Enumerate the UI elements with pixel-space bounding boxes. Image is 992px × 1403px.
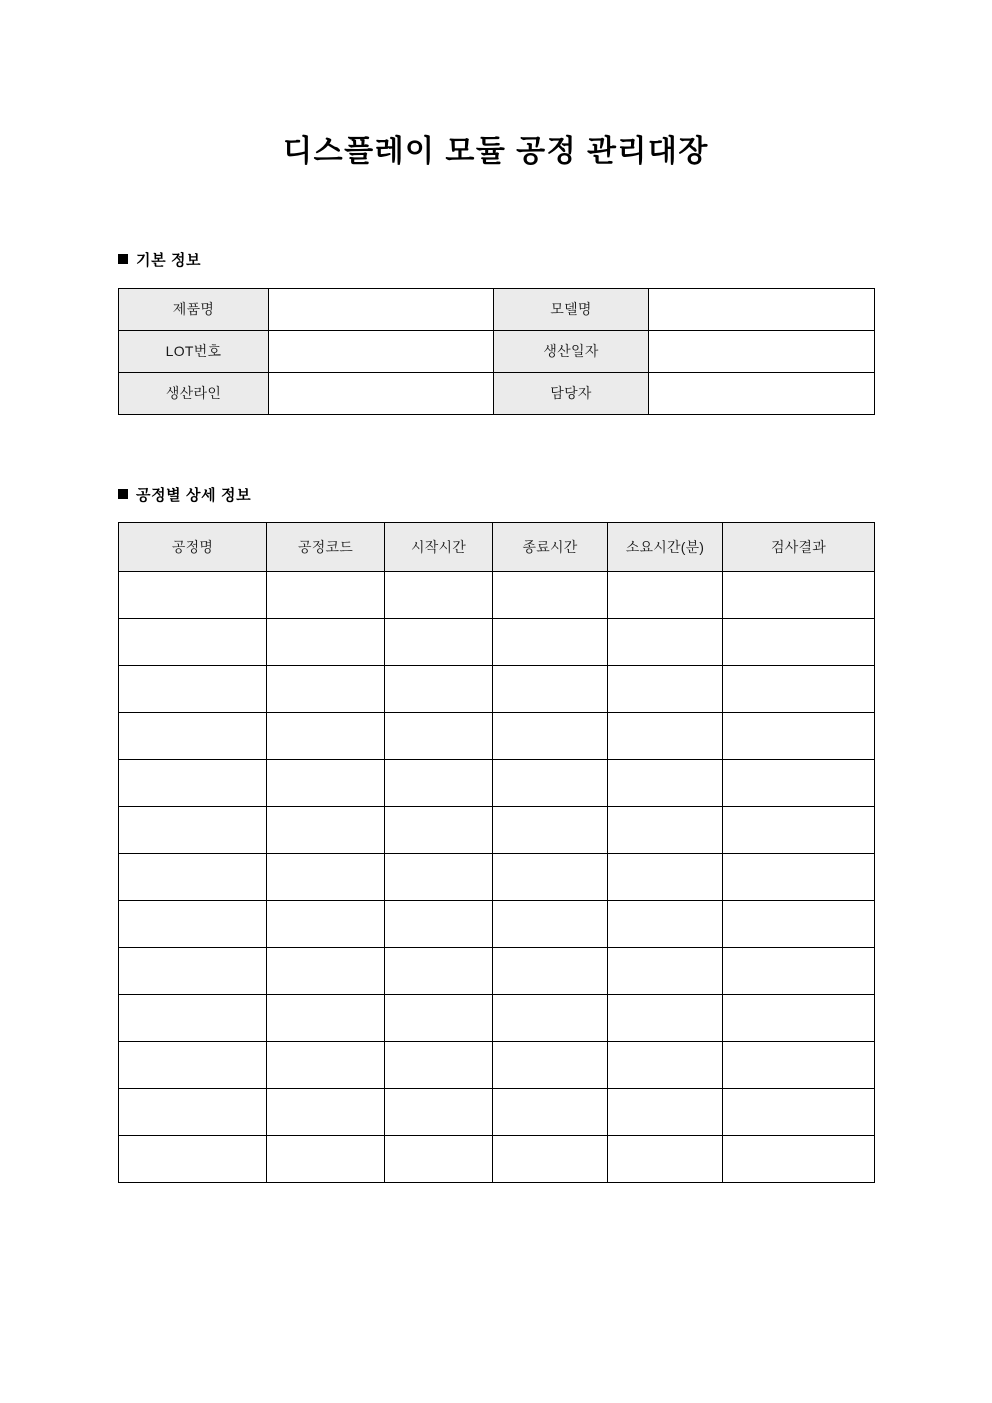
cell-inspection-result[interactable] xyxy=(723,619,875,666)
cell-start-time[interactable] xyxy=(385,1042,493,1089)
column-header-inspection-result: 검사결과 xyxy=(723,523,875,572)
cell-process-code[interactable] xyxy=(267,1089,385,1136)
value-production-line[interactable] xyxy=(269,373,494,415)
table-row xyxy=(119,995,875,1042)
cell-end-time[interactable] xyxy=(493,854,608,901)
section-heading-process-detail-label: 공정별 상세 정보 xyxy=(136,487,252,504)
cell-process-code[interactable] xyxy=(267,995,385,1042)
cell-end-time[interactable] xyxy=(493,619,608,666)
basic-info-table xyxy=(118,288,875,415)
table-row xyxy=(119,373,875,415)
label-person-in-charge: 담당자 xyxy=(494,373,649,415)
cell-start-time[interactable] xyxy=(385,713,493,760)
cell-process-code[interactable] xyxy=(267,1136,385,1183)
cell-inspection-result[interactable] xyxy=(723,1089,875,1136)
column-header-duration-minutes: 소요시간(분) xyxy=(608,523,723,572)
value-model-name[interactable] xyxy=(649,289,875,331)
cell-inspection-result[interactable] xyxy=(723,1042,875,1089)
cell-duration-minutes[interactable] xyxy=(608,807,723,854)
cell-duration-minutes[interactable] xyxy=(608,1042,723,1089)
label-lot-number: LOT번호 xyxy=(119,331,269,373)
page-title: 디스플레이 모듈 공정 관리대장 xyxy=(283,135,709,168)
label-production-date: 생산일자 xyxy=(494,331,649,373)
cell-inspection-result[interactable] xyxy=(723,713,875,760)
cell-duration-minutes[interactable] xyxy=(608,572,723,619)
cell-end-time[interactable] xyxy=(493,995,608,1042)
cell-inspection-result[interactable] xyxy=(723,807,875,854)
cell-process-name[interactable] xyxy=(119,572,267,619)
table-row xyxy=(119,901,875,948)
cell-start-time[interactable] xyxy=(385,1089,493,1136)
column-header-process-name: 공정명 xyxy=(119,523,267,572)
cell-process-code[interactable] xyxy=(267,572,385,619)
cell-inspection-result[interactable] xyxy=(723,760,875,807)
cell-end-time[interactable] xyxy=(493,1089,608,1136)
cell-process-name[interactable] xyxy=(119,1089,267,1136)
cell-duration-minutes[interactable] xyxy=(608,854,723,901)
cell-duration-minutes[interactable] xyxy=(608,666,723,713)
cell-process-name[interactable] xyxy=(119,1042,267,1089)
cell-process-name[interactable] xyxy=(119,901,267,948)
cell-start-time[interactable] xyxy=(385,572,493,619)
cell-duration-minutes[interactable] xyxy=(608,619,723,666)
table-row xyxy=(119,1042,875,1089)
cell-process-code[interactable] xyxy=(267,619,385,666)
table-row xyxy=(119,331,875,373)
cell-start-time[interactable] xyxy=(385,807,493,854)
table-row xyxy=(119,760,875,807)
cell-end-time[interactable] xyxy=(493,666,608,713)
process-detail-table-head xyxy=(119,523,875,572)
cell-inspection-result[interactable] xyxy=(723,572,875,619)
cell-inspection-result[interactable] xyxy=(723,948,875,995)
cell-end-time[interactable] xyxy=(493,807,608,854)
cell-inspection-result[interactable] xyxy=(723,995,875,1042)
cell-process-code[interactable] xyxy=(267,1042,385,1089)
cell-end-time[interactable] xyxy=(493,572,608,619)
cell-process-code[interactable] xyxy=(267,948,385,995)
square-bullet-icon xyxy=(118,254,128,264)
cell-start-time[interactable] xyxy=(385,854,493,901)
table-row xyxy=(119,1136,875,1183)
cell-inspection-result[interactable] xyxy=(723,854,875,901)
cell-start-time[interactable] xyxy=(385,995,493,1042)
cell-process-name[interactable] xyxy=(119,619,267,666)
table-row xyxy=(119,572,875,619)
cell-process-name[interactable] xyxy=(119,854,267,901)
cell-duration-minutes[interactable] xyxy=(608,901,723,948)
column-header-end-time: 종료시간 xyxy=(493,523,608,572)
cell-process-name[interactable] xyxy=(119,807,267,854)
cell-process-code[interactable] xyxy=(267,901,385,948)
cell-duration-minutes[interactable] xyxy=(608,948,723,995)
section-heading-basic-info xyxy=(118,250,201,272)
cell-duration-minutes[interactable] xyxy=(608,1089,723,1136)
process-detail-table-body xyxy=(119,572,875,1183)
cell-start-time[interactable] xyxy=(385,619,493,666)
table-row xyxy=(119,807,875,854)
cell-duration-minutes[interactable] xyxy=(608,1136,723,1183)
cell-process-name[interactable] xyxy=(119,948,267,995)
cell-inspection-result[interactable] xyxy=(723,901,875,948)
cell-end-time[interactable] xyxy=(493,760,608,807)
process-detail-table xyxy=(118,522,875,1183)
label-model-name: 모델명 xyxy=(494,289,649,331)
square-bullet-icon xyxy=(118,489,128,499)
cell-inspection-result[interactable] xyxy=(723,1136,875,1183)
cell-process-name[interactable] xyxy=(119,666,267,713)
table-row xyxy=(119,619,875,666)
column-header-process-code: 공정코드 xyxy=(267,523,385,572)
cell-process-name[interactable] xyxy=(119,760,267,807)
section-heading-process-detail xyxy=(118,485,251,507)
table-row xyxy=(119,948,875,995)
cell-process-name[interactable] xyxy=(119,1136,267,1183)
table-row xyxy=(119,854,875,901)
cell-duration-minutes[interactable] xyxy=(608,760,723,807)
value-production-date[interactable] xyxy=(649,331,875,373)
cell-process-name[interactable] xyxy=(119,713,267,760)
cell-start-time[interactable] xyxy=(385,666,493,713)
table-row xyxy=(119,713,875,760)
value-product-name[interactable] xyxy=(269,289,494,331)
cell-start-time[interactable] xyxy=(385,760,493,807)
label-production-line: 생산라인 xyxy=(119,373,269,415)
section-heading-basic-info-label: 기본 정보 xyxy=(136,252,202,269)
table-row xyxy=(119,289,875,331)
cell-process-name[interactable] xyxy=(119,995,267,1042)
table-row xyxy=(119,1089,875,1136)
basic-info-table-body xyxy=(119,289,875,415)
cell-process-code[interactable] xyxy=(267,807,385,854)
cell-duration-minutes[interactable] xyxy=(608,995,723,1042)
cell-inspection-result[interactable] xyxy=(723,666,875,713)
table-row xyxy=(119,666,875,713)
cell-process-code[interactable] xyxy=(267,666,385,713)
cell-process-code[interactable] xyxy=(267,713,385,760)
value-lot-number[interactable] xyxy=(269,331,494,373)
cell-end-time[interactable] xyxy=(493,1136,608,1183)
cell-process-code[interactable] xyxy=(267,760,385,807)
cell-end-time[interactable] xyxy=(493,1042,608,1089)
cell-start-time[interactable] xyxy=(385,1136,493,1183)
cell-end-time[interactable] xyxy=(493,948,608,995)
value-person-in-charge[interactable] xyxy=(649,373,875,415)
column-header-start-time: 시작시간 xyxy=(385,523,493,572)
cell-end-time[interactable] xyxy=(493,901,608,948)
cell-duration-minutes[interactable] xyxy=(608,713,723,760)
cell-start-time[interactable] xyxy=(385,901,493,948)
cell-start-time[interactable] xyxy=(385,948,493,995)
cell-process-code[interactable] xyxy=(267,854,385,901)
label-product-name: 제품명 xyxy=(119,289,269,331)
cell-end-time[interactable] xyxy=(493,713,608,760)
table-header-row xyxy=(119,523,875,572)
